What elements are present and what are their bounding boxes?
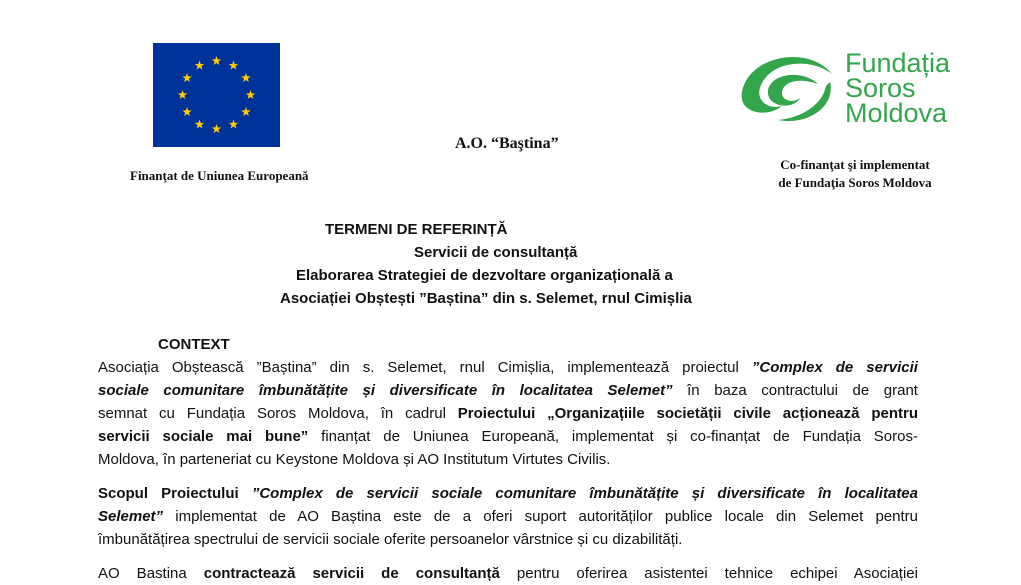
cofinance-caption	[750, 156, 960, 192]
project-name-run: ”Complex de servicii	[751, 359, 918, 376]
paragraph-line	[98, 379, 918, 402]
paragraph-line	[98, 482, 918, 505]
eu-flag-graphic	[153, 43, 280, 147]
context-paragraph-1	[98, 356, 918, 471]
paragraph-line	[98, 425, 918, 448]
soros-wordmark	[845, 48, 951, 128]
title-line-association: Asociației Obștești ”Baștina” din s. Selemet, rnul Cimișlia	[280, 290, 692, 307]
soros-wordmark-line2: Soros	[845, 73, 916, 103]
eu-funding-caption: Finanţat de Uniunea Europeană	[130, 168, 309, 183]
label-run: Scopul Proiectului	[98, 485, 252, 502]
text-run: finanțat de Uniunea Europeană, implementat și co-finanțat de Fundația Soros-	[308, 428, 918, 445]
paragraph-line	[98, 562, 918, 585]
text-run: pentru oferirea asistentei tehnice echipei Asociației	[499, 565, 918, 582]
cofinance-line1: Co-finanţat şi implementat	[780, 157, 930, 172]
soros-swirl-icon	[738, 48, 838, 124]
title-line-terms: TERMENI DE REFERINȚĂ	[325, 221, 508, 238]
project-name-run: ”Complex de servicii sociale comunitare îmbunătățite și diversificate în localitatea	[251, 485, 918, 502]
title-line-strategy: Elaborarea Strategiei de dezvoltare organizațională a	[296, 267, 673, 284]
paragraph-line	[98, 505, 918, 528]
paragraph-line: îmbunătățirea spectrului de servicii sociale oferite persoanelor vârstnice și cu dizabilități.	[98, 531, 683, 548]
paragraph-line: Moldova, în parteneriat cu Keystone Moldova și AO Institutum Virtutes Civilis.	[98, 451, 611, 468]
text-run: Asociația Obștească ”Baștina” din s. Selemet, rnul Cimișlia, implementează proiectul	[98, 359, 752, 376]
eu-flag-logo	[153, 43, 280, 147]
program-name-run: servicii sociale mai bune”	[98, 428, 309, 445]
organization-name: A.O. “Baştina”	[455, 135, 559, 152]
soros-wordmark-line3: Moldova	[845, 98, 948, 128]
text-run: implementat de AO Baștina este de a oferi suport autorităților publice locale din Selemet pentru	[163, 508, 918, 525]
cofinance-line2: de Fundaţia Soros Moldova	[778, 175, 932, 190]
project-name-run: sociale comunitare îmbunătățite și diversificate în localitatea Selemet”	[98, 382, 673, 399]
text-run: în baza contractului de grant	[672, 382, 918, 399]
text-run: semnat cu Fundația Soros Moldova, în cadrul	[98, 405, 458, 422]
program-name-run: Proiectului „Organizațiile societății civile acționează pentru	[457, 405, 918, 422]
project-name-run: Selemet”	[98, 508, 164, 525]
text-run: AO Bastina	[98, 565, 204, 582]
context-paragraph-3	[98, 562, 918, 585]
title-line-services: Servicii de consultanță	[414, 244, 578, 261]
paragraph-line	[98, 356, 918, 379]
context-heading: CONTEXT	[158, 336, 230, 353]
emphasis-run: contractează servicii de consultanță	[203, 565, 500, 582]
context-paragraph-2	[98, 482, 918, 551]
soros-wordmark-line1: Fundația	[845, 48, 951, 78]
paragraph-line	[98, 402, 918, 425]
